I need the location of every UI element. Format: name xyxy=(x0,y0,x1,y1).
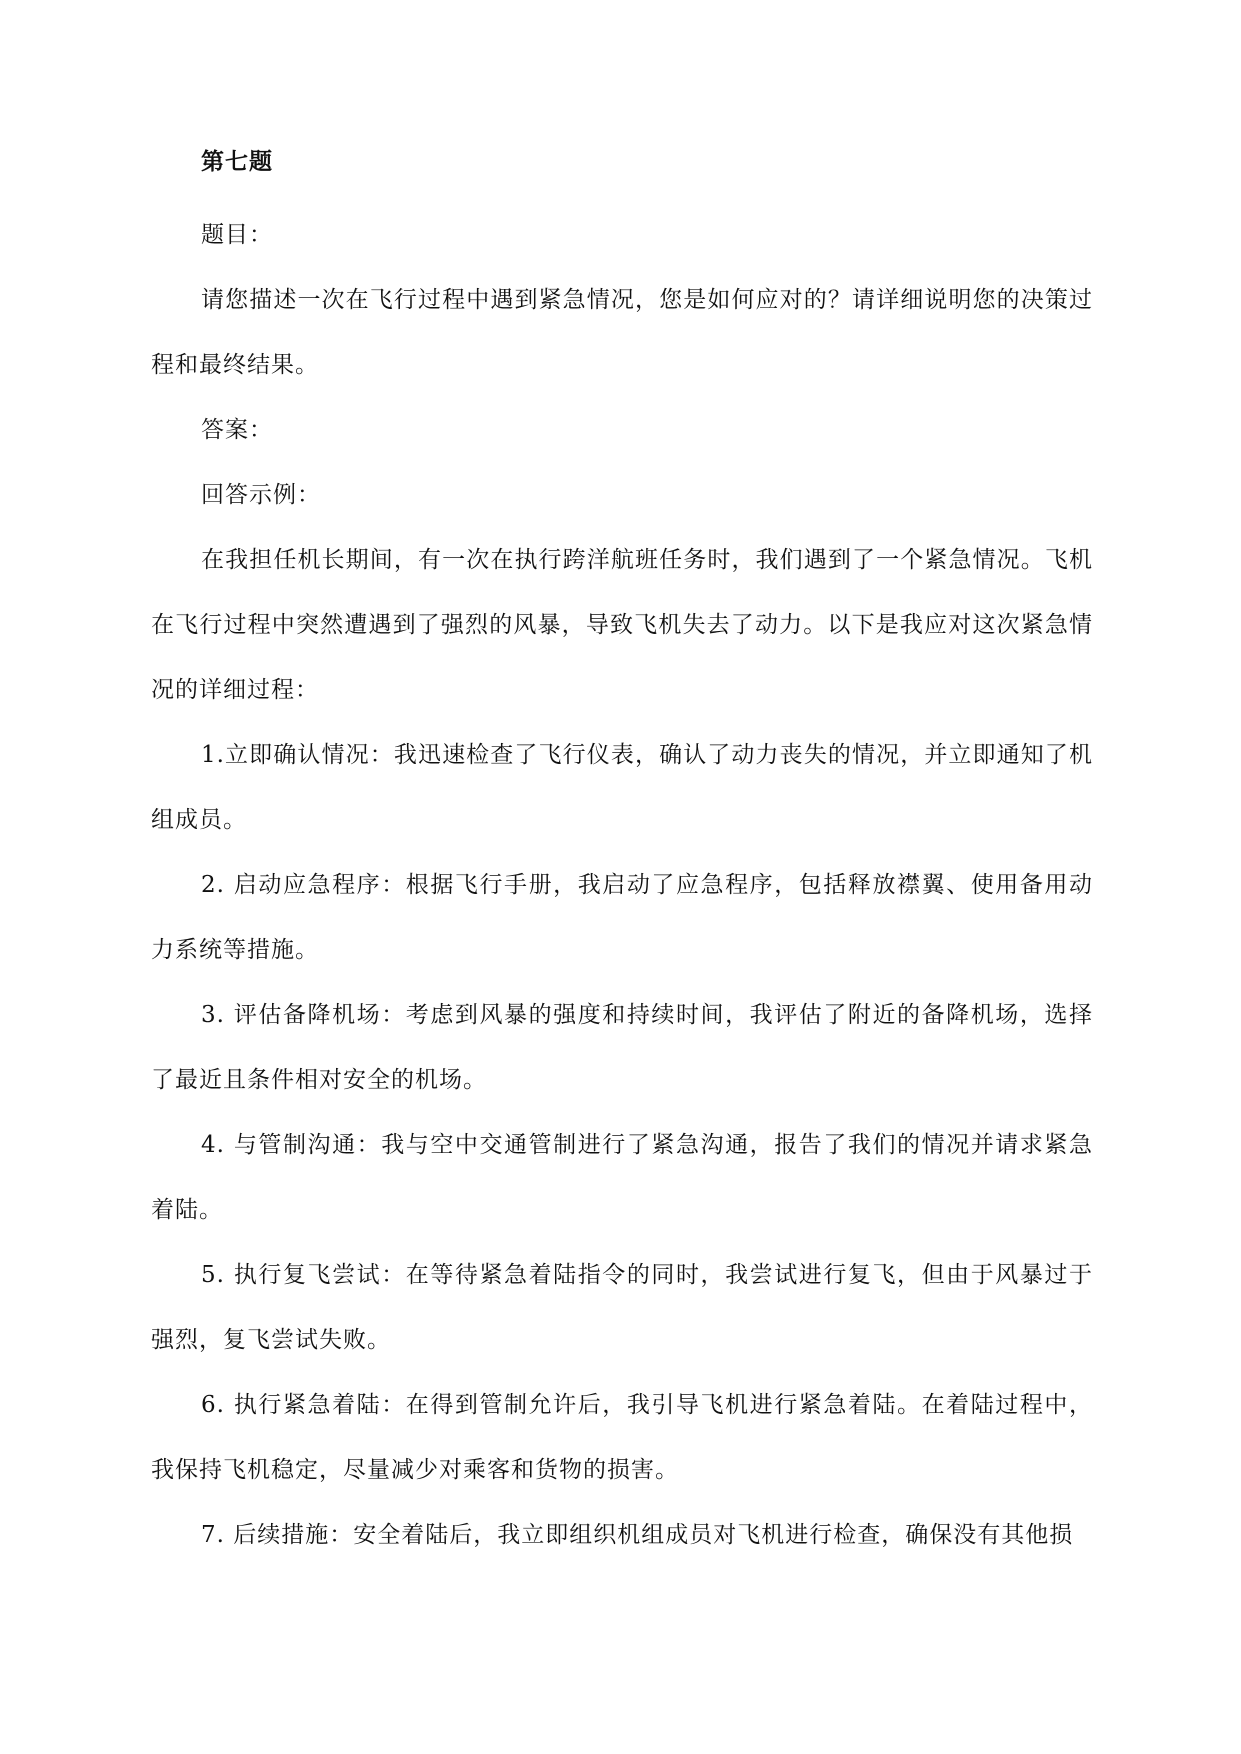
document-body xyxy=(151,140,1093,1568)
step-4: 4. 与管制沟通：我与空中交通管制进行了紧急沟通，报告了我们的情况并请求紧急着陆。 xyxy=(151,1132,1093,1223)
step-1: 1.立即确认情况：我迅速检查了飞行仪表，确认了动力丧失的情况，并立即通知了机组成员。 xyxy=(151,742,1093,833)
step-7: 7. 后续措施：安全着陆后，我立即组织机组成员对飞机进行检查，确保没有其他损 xyxy=(201,1522,1074,1548)
question-text: 请您描述一次在飞行过程中遇到紧急情况，您是如何应对的？请详细说明您的决策过程和最终结果。 xyxy=(151,287,1093,378)
answer-label: 答案： xyxy=(201,417,273,443)
step-6: 6. 执行紧急着陆：在得到管制允许后，我引导飞机进行紧急着陆。在着陆过程中，我保持飞机稳定，尽量减少对乘客和货物的损害。 xyxy=(151,1392,1093,1483)
step-5: 5. 执行复飞尝试：在等待紧急着陆指令的同时，我尝试进行复飞，但由于风暴过于强烈，复飞尝试失败。 xyxy=(151,1262,1093,1353)
question-title: 第七题 xyxy=(201,149,273,175)
step-3: 3. 评估备降机场：考虑到风暴的强度和持续时间，我评估了附近的备降机场，选择了最近且条件相对安全的机场。 xyxy=(151,1002,1093,1093)
example-label: 回答示例： xyxy=(201,482,321,508)
answer-intro: 在我担任机长期间，有一次在执行跨洋航班任务时，我们遇到了一个紧急情况。飞机在飞行过程中突然遭遇到了强烈的风暴，导致飞机失去了动力。以下是我应对这次紧急情况的详细过程： xyxy=(151,547,1093,703)
step-2: 2. 启动应急程序：根据飞行手册，我启动了应急程序，包括释放襟翼、使用备用动力系统等措施。 xyxy=(151,872,1093,963)
question-label: 题目： xyxy=(201,222,273,248)
